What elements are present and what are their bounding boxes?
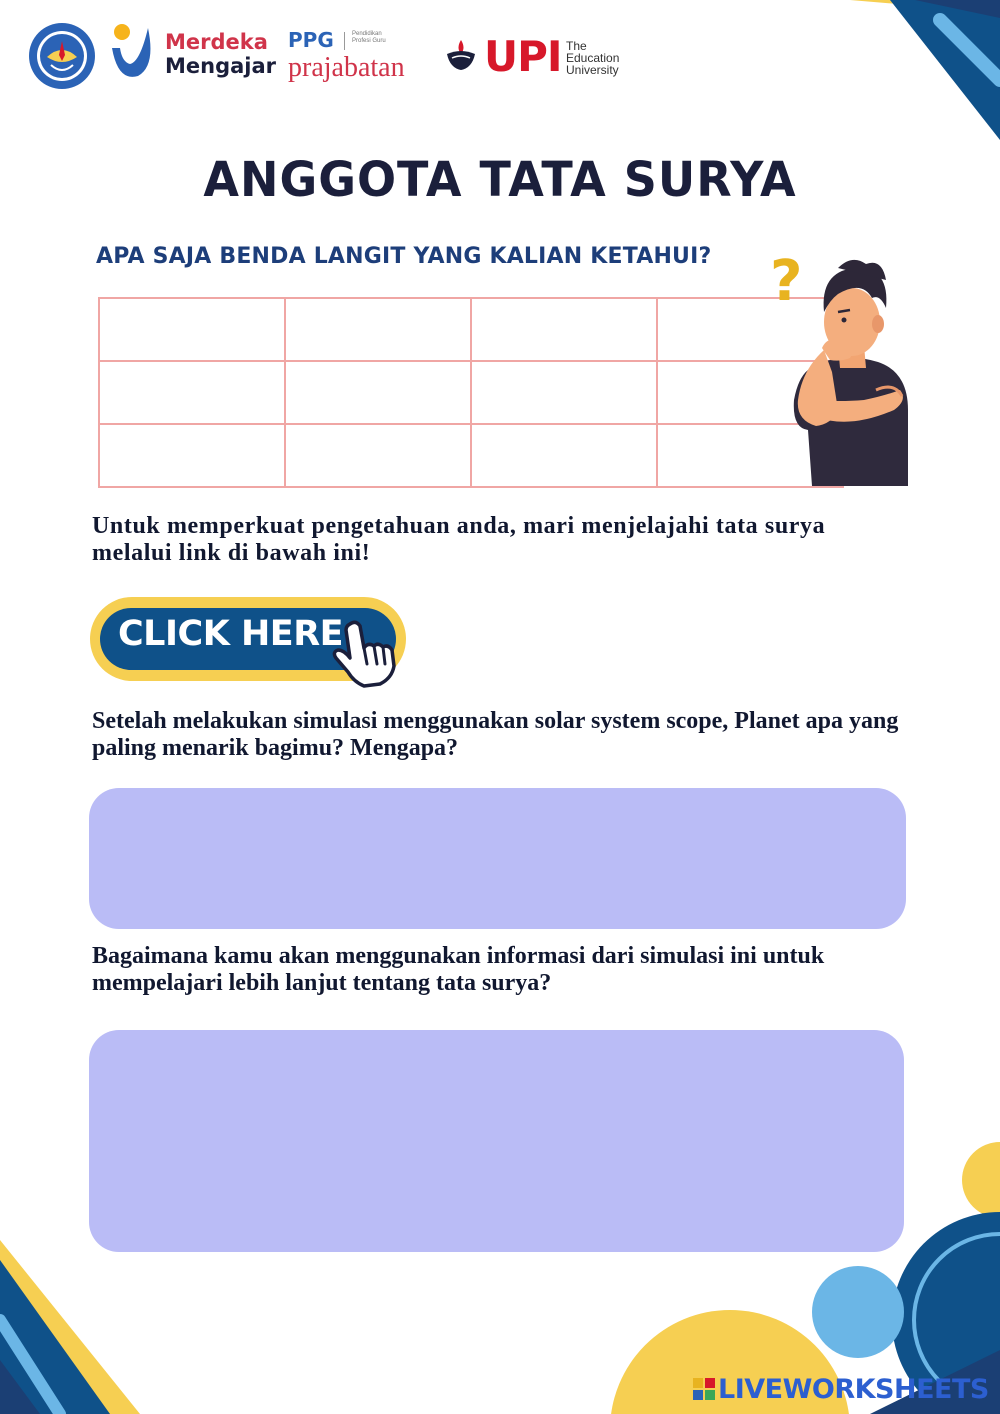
question-informasi-simulasi: Bagaimana kamu akan menggunakan informasi dari simulasi ini untuk mempelajari lebih lanjut tentang tata surya? [92, 943, 825, 996]
upi-logo-text: UPI [484, 32, 562, 81]
grid-cell[interactable] [99, 298, 285, 361]
liveworksheets-watermark: LIVEWORKSHEETS [718, 1374, 989, 1405]
tut-wuri-handayani-logo [27, 21, 97, 91]
grid-cell[interactable] [285, 298, 471, 361]
question-planet-menarik: Setelah melakukan simulasi menggunakan solar system scope, Planet apa yang paling menarik bagimu? Mengapa? [92, 708, 899, 761]
click-here-label[interactable]: CLICK HERE [118, 614, 344, 654]
merdeka-mengajar-logo-mark [108, 22, 160, 86]
grid-cell[interactable] [99, 361, 285, 424]
answer-informasi-field[interactable] [89, 1030, 904, 1252]
table-row [99, 424, 843, 487]
page-title: ANGGOTA TATA SURYA [203, 150, 797, 208]
table-row [99, 298, 843, 361]
pointing-hand-icon[interactable] [328, 616, 400, 688]
grid-cell[interactable] [471, 424, 657, 487]
thinking-man-illustration [768, 250, 918, 490]
merdeka-logo-text: Merdeka [165, 30, 268, 54]
liveworksheets-logo-icon [692, 1377, 716, 1401]
grid-cell[interactable] [471, 298, 657, 361]
svg-text:?: ? [770, 250, 803, 314]
ppg-divider [344, 32, 345, 50]
ppg-small-text: Pendidikan Profesi Guru [352, 31, 386, 44]
upi-emblem-icon [444, 38, 478, 72]
answer-planet-field[interactable] [89, 788, 906, 929]
bottom-left-decoration [0, 1240, 200, 1414]
prajabatan-logo-text: prajabatan [288, 52, 405, 83]
ppg-logo-text: PPG [288, 28, 334, 52]
answer-grid [98, 297, 844, 488]
upi-small-text: The Education University [566, 39, 620, 77]
mengajar-logo-text: Mengajar [165, 54, 277, 78]
grid-cell[interactable] [285, 361, 471, 424]
question-benda-langit: APA SAJA BENDA LANGIT YANG KALIAN KETAHUI? [96, 244, 712, 269]
grid-cell[interactable] [471, 361, 657, 424]
instruction-text: Untuk memperkuat pengetahuan anda, mari menjelajahi tata surya melalui link di bawah ini! [92, 513, 826, 566]
table-row [99, 361, 843, 424]
grid-cell[interactable] [99, 424, 285, 487]
top-right-decoration [820, 0, 1000, 150]
grid-cell[interactable] [285, 424, 471, 487]
